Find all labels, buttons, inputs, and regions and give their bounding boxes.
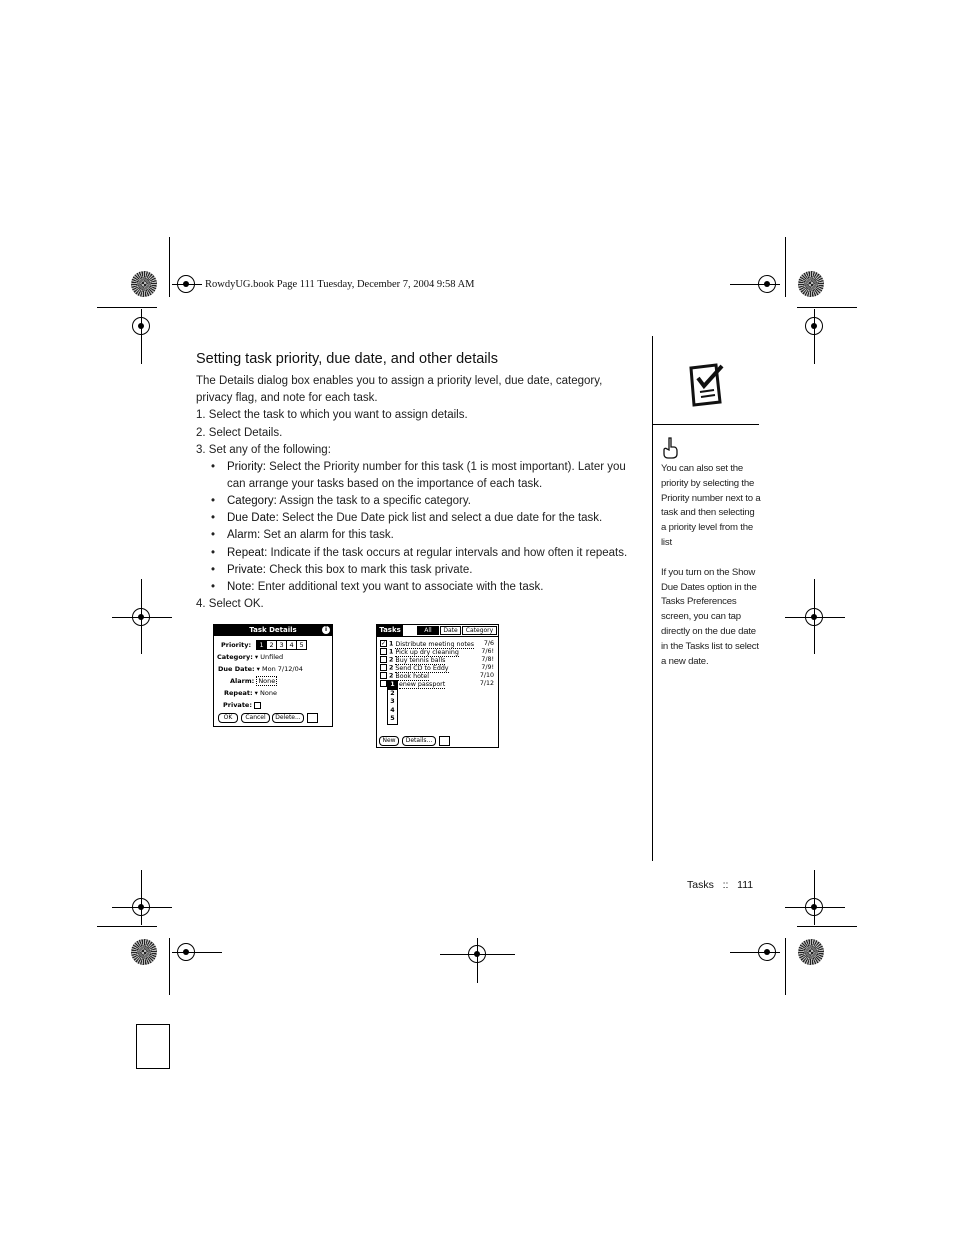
bullet-dot: • xyxy=(211,547,216,559)
delete-button[interactable]: Delete... xyxy=(272,713,304,723)
step-4: 4. Select OK. xyxy=(196,598,264,610)
step-2: 2. Select Details. xyxy=(196,427,283,439)
ok-button[interactable]: OK xyxy=(218,713,238,723)
bullet-category: Category: Assign the task to a specific category. xyxy=(227,495,471,507)
sidebar-tip xyxy=(661,462,761,669)
bullet-dot: • xyxy=(211,495,216,507)
dialog-title: Task Details xyxy=(214,625,332,636)
dropdown-arrow-icon: ▾ xyxy=(254,653,259,661)
task-checkbox[interactable] xyxy=(380,656,387,663)
bullet-private: Private: Check this box to mark this task private. xyxy=(227,564,473,576)
dropdown-arrow-icon: ▾ xyxy=(256,665,260,673)
task-row[interactable]: 2 Send CD to Eddy 7/9! xyxy=(380,664,496,672)
bullet-priority: Priority: Select the Priority number for this task (1 is most important). Later you can arrange your tasks based on the importance of each task. xyxy=(227,461,626,490)
alarm-row: Alarm: None xyxy=(230,677,276,685)
task-row[interactable]: 2 Book hotel 7/10 xyxy=(380,672,496,680)
bullet-repeat: Repeat: Indicate if the task occurs at regular intervals and how often it repeats. xyxy=(227,547,628,559)
cancel-button[interactable]: Cancel xyxy=(241,713,270,723)
tab-all[interactable]: All xyxy=(417,626,439,635)
task-row[interactable]: 1 Pick up dry cleaning 7/6! xyxy=(380,648,496,656)
priority-1[interactable]: 1 xyxy=(256,640,267,650)
tip-paragraph: If you turn on the Show Due Dates option in the Tasks Preferences screen, you can tap directly on the due date in the Tasks list to select a new date. xyxy=(661,566,759,667)
task-checkbox[interactable] xyxy=(380,664,387,671)
due-date-row[interactable]: Due Date: ▾ Mon 7/12/04 xyxy=(218,665,303,673)
bullet-dot: • xyxy=(211,581,216,593)
priority-row: Priority: 1 2 3 4 5 xyxy=(221,640,306,650)
step-1: 1. Select the task to which you want to assign details. xyxy=(196,409,468,421)
dropdown-arrow-icon: ▾ xyxy=(254,689,258,697)
task-checkbox[interactable] xyxy=(380,680,387,687)
tab-date[interactable]: Date xyxy=(440,626,461,635)
note-icon[interactable] xyxy=(439,736,450,746)
info-icon[interactable]: i xyxy=(322,626,330,634)
priority-5[interactable]: 5 xyxy=(296,640,307,650)
sidebar-separator xyxy=(652,424,759,425)
task-row[interactable]: enew passport 7/12 xyxy=(380,680,496,688)
picker-option[interactable]: 5 xyxy=(390,715,395,722)
note-icon[interactable] xyxy=(307,713,318,723)
bullet-dot: • xyxy=(211,529,216,541)
tip-paragraph: You can also set the priority by selecting the Priority number next to a task and then selecting a priority level from the list xyxy=(661,463,761,548)
picker-option[interactable]: 2 xyxy=(390,689,395,697)
section-title: Setting task priority, due date, and other details xyxy=(196,351,498,367)
tasks-title: Tasks xyxy=(377,625,403,636)
task-checkbox[interactable] xyxy=(380,672,387,679)
bullet-note: Note: Enter additional text you want to associate with the task. xyxy=(227,581,544,593)
priority-4[interactable]: 4 xyxy=(286,640,297,650)
bullet-due-date: Due Date: Select the Due Date pick list and select a due date for the task. xyxy=(227,512,603,524)
task-details-dialog xyxy=(213,624,333,727)
bullet-dot: • xyxy=(211,461,216,473)
repeat-row[interactable]: Repeat: ▾ None xyxy=(224,689,277,697)
bullet-dot: • xyxy=(211,564,216,576)
pointing-hand-icon xyxy=(662,437,678,459)
picker-option[interactable]: 4 xyxy=(390,706,395,714)
priority-3[interactable]: 3 xyxy=(276,640,287,650)
picker-option[interactable]: 3 xyxy=(390,698,395,705)
tasks-list-screen xyxy=(376,624,499,748)
alarm-field[interactable]: None xyxy=(258,677,276,685)
task-checkbox[interactable] xyxy=(380,648,387,655)
priority-2[interactable]: 2 xyxy=(266,640,277,650)
sidebar-divider xyxy=(652,336,653,861)
category-row[interactable]: Category: ▾ Unfiled xyxy=(217,653,284,661)
page-footer: Tasks :: 111 xyxy=(687,879,754,891)
task-row[interactable]: 2 Buy tennis balls 7/8! xyxy=(380,656,496,664)
task-row[interactable]: ✓ 1 Distribute meeting notes 7/6 xyxy=(381,640,494,648)
tab-category[interactable]: Category xyxy=(462,626,497,635)
bullet-alarm: Alarm: Set an alarm for this task. xyxy=(227,529,394,541)
priority-picker[interactable] xyxy=(387,680,398,725)
tasks-checklist-icon xyxy=(686,362,728,408)
new-button[interactable]: New xyxy=(379,736,399,746)
intro-paragraph: The Details dialog box enables you to assign a priority level, due date, category, privacy flag, and note for each task. xyxy=(196,375,603,404)
private-row: Private: xyxy=(223,701,263,709)
private-checkbox[interactable] xyxy=(254,702,261,709)
checked-checkbox[interactable]: ✓ xyxy=(381,640,387,647)
bullet-dot: • xyxy=(211,512,216,524)
step-3: 3. Set any of the following: xyxy=(196,444,331,456)
picker-option[interactable]: 1 xyxy=(388,681,397,690)
details-button[interactable]: Details... xyxy=(402,736,436,746)
print-header: RowdyUG.book Page 111 Tuesday, December 7, 2004 9:58 AM xyxy=(205,279,475,290)
